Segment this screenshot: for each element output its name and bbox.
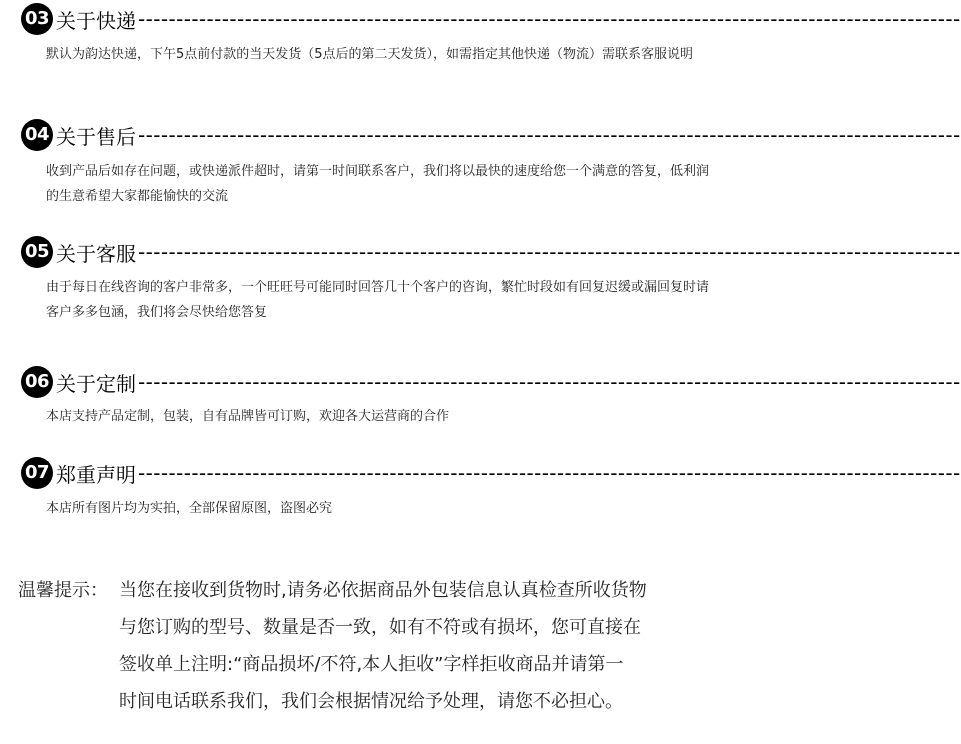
- section-header: [21, 119, 961, 151]
- section-header: [21, 236, 961, 268]
- notice-line: 时间电话联系我们，我们会根据情况给予处理，请您不必担心。: [119, 691, 623, 712]
- section-number-badge: 07: [21, 457, 53, 489]
- section-title: 关于售后: [56, 124, 136, 149]
- section-body: 收到产品后如存在问题，或快递派件超时，请第一时间联系客户，我们将以最快的速度给您一个满意的答复，低利润的生意希望大家都能愉快的交流: [46, 164, 710, 204]
- notice-line: 与您订购的型号、数量是否一致，如有不符或有损坏，您可直接在: [119, 617, 641, 638]
- dashed-divider: ------------------------------------------------------------------------------------------------------------: [138, 123, 961, 147]
- dashed-divider: ------------------------------------------------------------------------------------------------------------: [138, 461, 961, 485]
- section-body: 本店所有图片均为实拍，全部保留原图，盗图必究: [46, 501, 333, 516]
- section-body: 本店支持产品定制，包装，自有品牌皆可订购，欢迎各大运营商的合作: [46, 409, 450, 424]
- notice-line: 当您在接收到货物时,请务必依据商品外包装信息认真检查所收货物: [119, 580, 647, 601]
- section-header: [21, 3, 961, 35]
- dashed-divider: ------------------------------------------------------------------------------------------------------------: [138, 240, 961, 264]
- section-title: 关于定制: [56, 371, 136, 396]
- dashed-divider: ------------------------------------------------------------------------------------------------------------: [138, 370, 961, 394]
- section-number-badge: 04: [21, 119, 53, 151]
- section-title: 关于客服: [56, 241, 136, 266]
- dashed-divider: ------------------------------------------------------------------------------------------------------------: [138, 7, 961, 31]
- section-header: [21, 366, 961, 398]
- section-number-badge: 03: [21, 3, 53, 35]
- notice-label: 温馨提示：: [18, 580, 108, 601]
- section-body: 由于每日在线咨询的客户非常多，一个旺旺号可能同时回答几十个客户的咨询，繁忙时段如有回复迟缓或漏回复时请客户多多包涵，我们将会尽快给您答复: [46, 280, 710, 320]
- section-number-badge: 06: [21, 366, 53, 398]
- notice-line: 签收单上注明:“商品损坏/不符,本人拒收”字样拒收商品并请第一: [119, 654, 624, 675]
- section-header: [21, 457, 961, 489]
- section-title: 关于快递: [56, 8, 136, 33]
- notice-text: [119, 572, 719, 720]
- section-body: 默认为韵达快递，下午5点前付款的当天发货（5点后的第二天发货），如需指定其他快递（物流）需联系客服说明: [46, 47, 694, 62]
- section-number-badge: 05: [21, 236, 53, 268]
- section-title: 郑重声明: [56, 462, 136, 487]
